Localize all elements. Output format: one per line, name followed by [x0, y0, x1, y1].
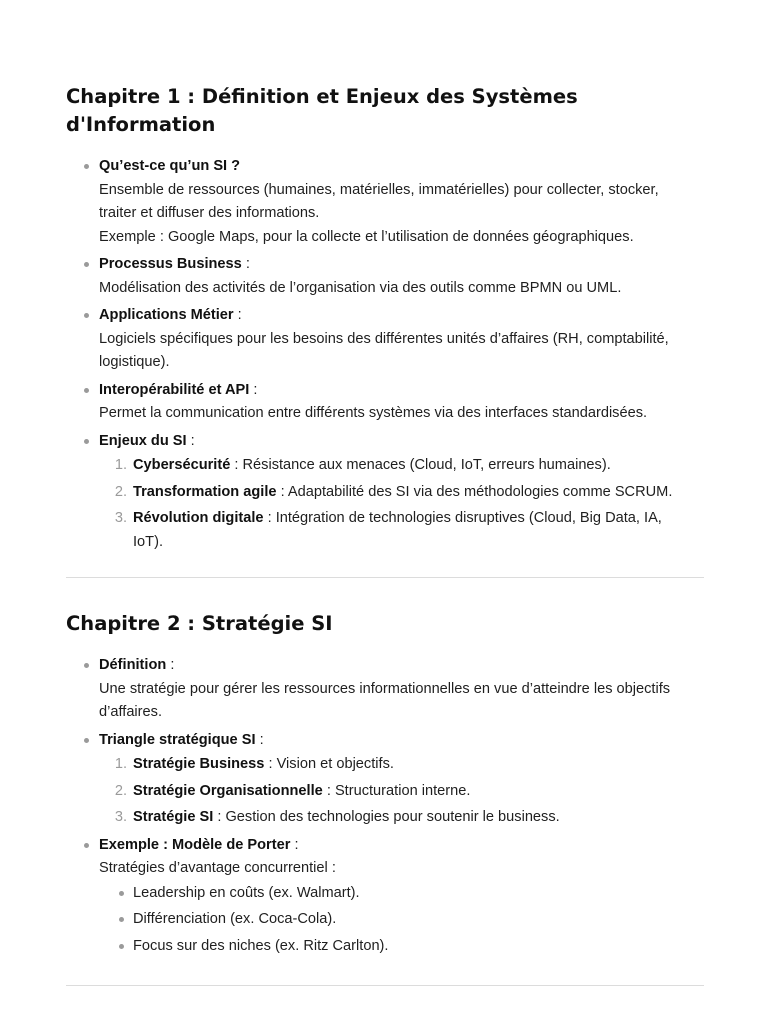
triangle-numbered-list — [99, 753, 706, 830]
numbered-item — [99, 507, 706, 554]
bullet-icon — [84, 843, 89, 848]
subitem-text: : Vision et objectifs. — [264, 756, 394, 772]
item-label: Applications Métier — [99, 307, 234, 323]
item-label: Qu’est-ce qu’un SI ? — [99, 158, 241, 174]
chapter-1-title-line-1: Chapitre 1 : Définition et Enjeux des Systèmes — [66, 85, 578, 108]
item-label-suffix: : — [290, 836, 299, 853]
item-label: Définition — [99, 657, 167, 673]
subitem-label: Stratégie Organisationnelle — [133, 782, 323, 799]
list-item-modele-porter — [66, 834, 706, 959]
item-text-line: Exemple : Google Maps, pour la collecte et l’utilisation de données géographiques. — [99, 228, 634, 245]
numbered-item — [99, 780, 706, 804]
item-label: Exemple : Modèle de Porter — [99, 836, 291, 853]
list-item-triangle-strategique — [66, 729, 706, 830]
bullet-subitem — [99, 908, 706, 932]
bullet-icon — [84, 663, 89, 668]
item-number: 1. — [114, 457, 127, 473]
item-number: 3. — [114, 510, 127, 526]
item-text-line: Stratégies d’avantage concurrentiel : — [99, 860, 336, 876]
section-divider — [66, 577, 704, 578]
item-label: Processus Business — [99, 256, 242, 272]
section-divider — [66, 985, 704, 986]
numbered-item — [99, 481, 706, 505]
item-number: 3. — [114, 809, 127, 825]
bullet-icon — [84, 164, 89, 169]
item-label: Interopérabilité et API — [99, 381, 250, 398]
list-item-applications-metier — [66, 304, 706, 375]
numbered-item — [99, 806, 706, 830]
list-item-definition — [66, 654, 706, 725]
subitem-text: Focus sur des niches (ex. Ritz Carlton). — [133, 937, 389, 954]
bullet-icon — [84, 388, 89, 393]
item-text-line: Modélisation des activités de l’organisation via des outils comme BPMN ou UML. — [99, 279, 622, 296]
subitem-text: : Intégration de technologies disruptives (Cloud, Big Data, IA, — [263, 510, 662, 526]
item-number: 1. — [114, 756, 127, 772]
chapter-1-title — [66, 83, 578, 139]
bullet-icon — [84, 262, 89, 267]
chapter-1-title-line-2: d'Information — [66, 113, 216, 136]
numbered-item — [99, 454, 706, 478]
subitem-text: Leadership en coûts (ex. Walmart). — [133, 884, 360, 901]
item-label-suffix: : — [241, 256, 250, 272]
subitem-label: Stratégie Business — [133, 756, 265, 772]
item-label: Enjeux du SI — [99, 432, 187, 449]
item-text-line: Logiciels spécifiques pour les besoins des différentes unités d’affaires (RH, comptabilité, — [99, 330, 669, 347]
bullet-subitem — [99, 882, 706, 906]
item-label-suffix: : — [249, 381, 258, 398]
list-item-enjeux-si — [66, 430, 706, 555]
enjeux-numbered-list — [99, 454, 706, 554]
list-item-definition-si — [66, 155, 706, 249]
item-label-suffix: : — [166, 657, 175, 673]
item-text-line: Une stratégie pour gérer les ressources informationnelles en vue d’atteindre les objectifs — [99, 680, 671, 697]
item-number: 2. — [114, 782, 127, 799]
item-text-line: Ensemble de ressources (humaines, matérielles, immatérielles) pour collecter, stocker, — [99, 181, 659, 198]
item-label-suffix: : — [233, 307, 242, 323]
item-text-line: d’affaires. — [99, 704, 163, 720]
bullet-icon — [119, 891, 124, 896]
subitem-text: : Structuration interne. — [322, 782, 471, 799]
numbered-item — [99, 753, 706, 777]
item-label: Triangle stratégique SI — [99, 731, 256, 748]
bullet-icon — [119, 917, 124, 922]
item-label-suffix: : — [186, 432, 195, 449]
list-item-interoperabilite — [66, 379, 706, 426]
chapter-1-list — [66, 155, 706, 554]
item-label-suffix: : — [255, 731, 264, 748]
chapter-2-list — [66, 654, 706, 958]
porter-bullet-list — [99, 882, 706, 959]
subitem-text-line: IoT). — [133, 533, 163, 550]
subitem-text: : Résistance aux menaces (Cloud, IoT, erreurs humaines). — [230, 457, 611, 473]
subitem-text: : Gestion des technologies pour soutenir le business. — [213, 809, 560, 825]
subitem-label: Révolution digitale — [133, 510, 264, 526]
subitem-label: Transformation agile — [133, 483, 277, 500]
subitem-text: Différenciation (ex. Coca-Cola). — [133, 911, 337, 927]
list-item-processus-business — [66, 253, 706, 300]
chapter-2-title: Chapitre 2 : Stratégie SI — [66, 612, 333, 635]
item-text-line: Permet la communication entre différents systèmes via des interfaces standardisées. — [99, 405, 648, 421]
bullet-icon — [84, 738, 89, 743]
subitem-text: : Adaptabilité des SI via des méthodologies comme SCRUM. — [276, 483, 673, 500]
item-text-line: traiter et diffuser des informations. — [99, 205, 320, 221]
bullet-icon — [84, 313, 89, 318]
bullet-icon — [119, 944, 124, 949]
bullet-icon — [84, 439, 89, 444]
bullet-subitem — [99, 935, 706, 959]
item-text-line: logistique). — [99, 354, 170, 370]
item-number: 2. — [114, 483, 127, 500]
subitem-label: Cybersécurité — [133, 457, 231, 473]
subitem-label: Stratégie SI — [133, 809, 214, 825]
